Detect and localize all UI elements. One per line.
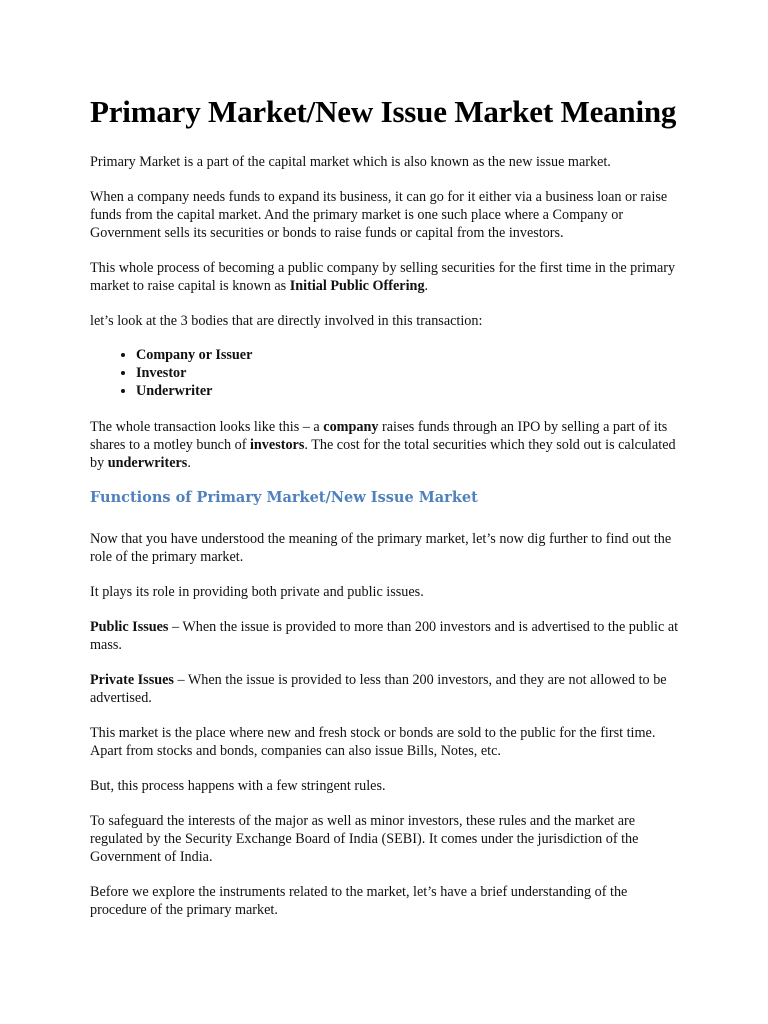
private-issues-paragraph <box>90 671 680 707</box>
section-heading: Functions of Primary Market/New Issue Market <box>90 489 478 506</box>
bodies-list <box>90 346 680 400</box>
private-issues-term: Private Issues <box>90 672 174 688</box>
ipo-end: . <box>424 278 429 294</box>
ipo-term: Initial Public Offering <box>289 278 425 294</box>
funds-paragraph: When a company needs funds to expand its business, it can go for it either via a business loan or raise funds from the capital market. And the primary market is one such place where a Company or Government sells its securities or bonds to raise funds or capital from the investors. <box>90 189 668 241</box>
page-title: Primary Market/New Issue Market Meaning <box>90 94 677 129</box>
bodies-paragraph: let’s look at the 3 bodies that are directly involved in this transaction: <box>90 313 483 329</box>
sebi-paragraph: To safeguard the interests of the major as well as minor investors, these rules and the market are regulated by the Security Exchange Board of India (SEBI). It comes under the jurisdiction of the Government of India. <box>90 813 639 865</box>
public-issues-paragraph <box>90 618 680 654</box>
intro-paragraph: Primary Market is a part of the capital market which is also known as the new issue market. <box>90 154 611 170</box>
role-paragraph: Now that you have understood the meaning of the primary market, let’s now dig further to find out the role of the primary market. <box>90 531 672 565</box>
transaction-term-underwriters: underwriters <box>107 455 188 471</box>
list-item: • Underwriter <box>136 382 680 400</box>
list-item: • Company or Issuer <box>136 346 680 364</box>
transaction-text-2: raises funds through an IPO by selling a part of its shares to a motley bunch of <box>90 419 668 453</box>
transaction-text-3: . The cost for the total securities which they sold out is calculated by <box>90 437 676 471</box>
document-body <box>90 93 680 936</box>
private-issues-text: – When the issue is provided to less than 200 investors, and they are not allowed to be advertised. <box>90 672 667 706</box>
transaction-term-company: company <box>323 419 379 435</box>
list-item: • Investor <box>136 364 680 382</box>
transaction-paragraph <box>90 418 680 472</box>
rules-paragraph: But, this process happens with a few stringent rules. <box>90 778 386 794</box>
transaction-text-4: . <box>187 455 191 471</box>
ipo-paragraph <box>90 259 680 295</box>
place-paragraph: This market is the place where new and fresh stock or bonds are sold to the public for the first time. Apart from stocks and bonds, companies can also issue Bills, Notes, etc. <box>90 725 656 759</box>
ipo-text: This whole process of becoming a public company by selling securities for the first time in the primary market to raise capital is known as <box>90 260 676 294</box>
transaction-term-investors: investors <box>249 437 305 453</box>
before-paragraph: Before we explore the instruments related to the market, let’s have a brief understanding of the procedure of the primary market. <box>90 884 628 918</box>
transaction-text-1: The whole transaction looks like this – a <box>90 419 324 435</box>
issues-paragraph: It plays its role in providing both private and public issues. <box>90 584 424 600</box>
public-issues-term: Public Issues <box>90 619 169 635</box>
public-issues-text: – When the issue is provided to more than 200 investors and is advertised to the public at mass. <box>90 619 679 653</box>
